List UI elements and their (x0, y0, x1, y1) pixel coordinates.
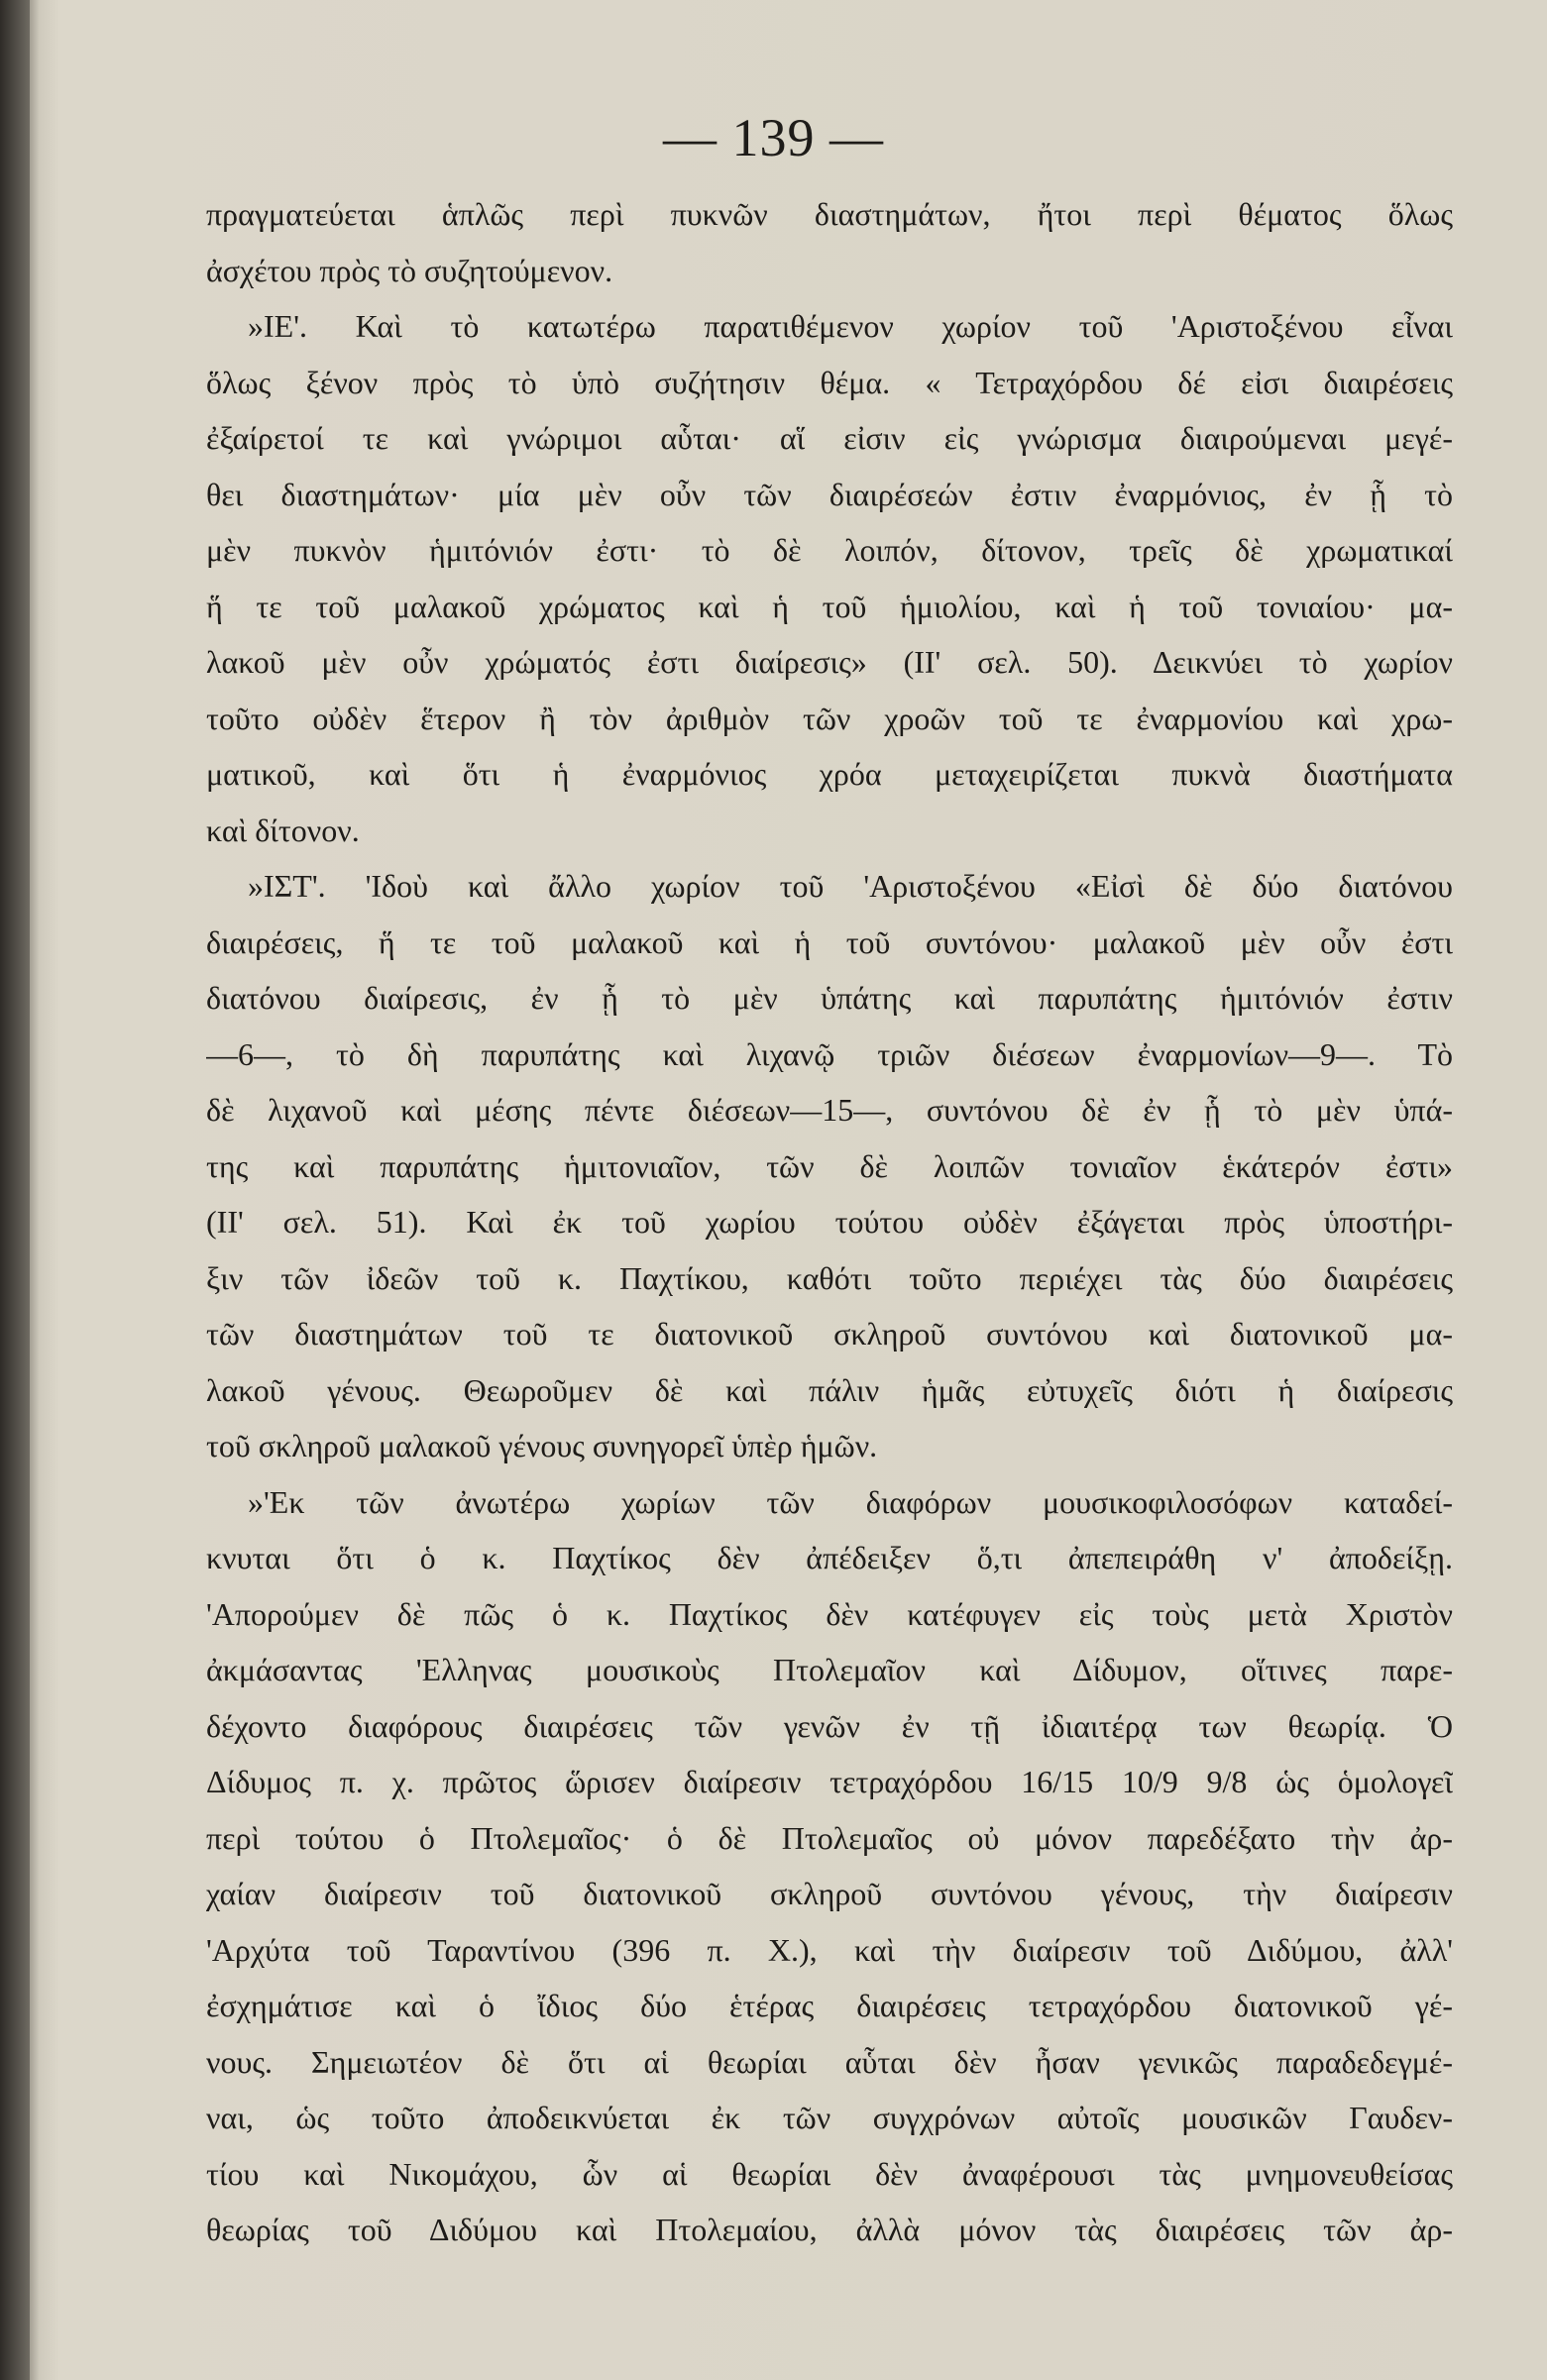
text-line: ἀσχέτου πρὸς τὸ συζητούμενον. (206, 252, 613, 288)
body-text (206, 186, 1453, 2258)
text-line: ἥ τε τοῦ μαλακοῦ χρώματος καὶ ἡ τοῦ ἡμιολίου, καὶ ἡ τοῦ τονιαίου· μα- (206, 588, 1453, 624)
text-line: δέχοντο διαφόρους διαιρέσεις τῶν γενῶν ἐν τῇ ἰδιαιτέρᾳ των θεωρίᾳ. Ὁ (206, 1707, 1453, 1744)
text-line: πραγματεύεται ἁπλῶς περὶ πυκνῶν διαστημάτων, ἤτοι περὶ θέματος ὅλως (206, 196, 1453, 232)
text-line: ἀκμάσαντας 'Ελληνας μουσικοὺς Πτολεμαῖον καὶ Δίδυμον, οἵτινες παρε- (206, 1652, 1453, 1687)
text-line: ναι, ὡς τοῦτο ἀποδεικνύεται ἐκ τῶν συγχρόνων αὐτοῖς μουσικῶν Γαυδεν- (206, 2100, 1453, 2135)
text-line: »'Εκ τῶν ἀνωτέρω χωρίων τῶν διαφόρων μουσικοφιλοσόφων καταδεί- (248, 1483, 1453, 1520)
text-line: τίου καὶ Νικομάχου, ὧν αἱ θεωρίαι δὲν ἀναφέρουσι τὰς μνημονευθείσας (206, 2155, 1453, 2192)
text-line: —6—, τὸ δὴ παρυπάτης καὶ λιχανῷ τριῶν διέσεων ἐναρμονίων—9—. Τὸ (206, 1035, 1453, 1072)
text-line: δὲ λιχανοῦ καὶ μέσης πέντε διέσεων—15—, συντόνου δὲ ἐν ᾗ τὸ μὲν ὑπά- (206, 1092, 1453, 1128)
text-line: κνυται ὅτι ὁ κ. Παχτίκος δὲν ἀπέδειξεν ὅ,τι ἀπεπειράθη ν' ἀποδείξῃ. (206, 1540, 1453, 1575)
book-spine-shadow (0, 0, 30, 2380)
text-line: περὶ τούτου ὁ Πτολεμαῖος· ὁ δὲ Πτολεμαῖος οὐ μόνον παρεδέξατο τὴν ἀρ- (206, 1819, 1453, 1856)
text-line: ὅλως ξένον πρὸς τὸ ὑπὸ συζήτησιν θέμα. « Τετραχόρδου δέ εἰσι διαιρέσεις (206, 364, 1453, 400)
text-line: ξιν τῶν ἰδεῶν τοῦ κ. Παχτίκου, καθότι τοῦτο περιέχει τὰς δύο διαιρέσεις (206, 1259, 1453, 1296)
text-line: ἐσχημάτισε καὶ ὁ ἴδιος δύο ἑτέρας διαιρέσεις τετραχόρδου διατονικοῦ γέ- (206, 1988, 1453, 2023)
text-line: 'Αρχύτα τοῦ Ταραντίνου (396 π. Χ.), καὶ τὴν διαίρεσιν τοῦ Διδύμου, ἀλλ' (206, 1931, 1453, 1968)
text-line: της καὶ παρυπάτης ἡμιτονιαῖον, τῶν δὲ λοιπῶν τονιαῖον ἑκάτερόν ἐστι» (206, 1147, 1453, 1184)
text-line: τῶν διαστημάτων τοῦ τε διατονικοῦ σκληροῦ συντόνου καὶ διατονικοῦ μα- (206, 1316, 1453, 1352)
text-line: λακοῦ γένους. Θεωροῦμεν δὲ καὶ πάλιν ἡμᾶς εὐτυχεῖς διότι ἡ διαίρεσις (206, 1371, 1453, 1408)
text-line: χαίαν διαίρεσιν τοῦ διατονικοῦ σκληροῦ συντόνου γένους, τὴν διαίρεσιν (206, 1876, 1453, 1911)
text-line: θει διαστημάτων· μία μὲν οὖν τῶν διαιρέσεών ἐστιν ἐναρμόνιος, ἐν ᾗ τὸ (206, 476, 1453, 512)
text-line: Δίδυμος π. χ. πρῶτος ὥρισεν διαίρεσιν τετραχόρδου 16/15 10/9 9/8 ὡς ὁμολογεῖ (206, 1764, 1453, 1799)
page-number: — 139 — (663, 108, 884, 167)
text-line: τοῦ σκληροῦ μαλακοῦ γένους συνηγορεῖ ὑπὲρ ἡμῶν. (206, 1428, 878, 1463)
text-line: ἐξαίρετοί τε καὶ γνώριμοι αὗται· αἵ εἰσιν εἰς γνώρισμα διαιρούμεναι μεγέ- (206, 420, 1453, 456)
text-line: θεωρίας τοῦ Διδύμου καὶ Πτολεμαίου, ἀλλὰ μόνον τὰς διαιρέσεις τῶν ἀρ- (206, 2212, 1453, 2247)
text-line: τοῦτο οὐδὲν ἕτερον ἢ τὸν ἀριθμὸν τῶν χροῶν τοῦ τε ἐναρμονίου καὶ χρω- (206, 700, 1453, 736)
text-line: ματικοῦ, καὶ ὅτι ἡ ἐναρμόνιος χρόα μεταχειρίζεται πυκνὰ διαστήματα (206, 756, 1453, 792)
text-line: διατόνου διαίρεσις, ἐν ᾗ τὸ μὲν ὑπάτης καὶ παρυπάτης ἡμιτόνιόν ἐστιν (206, 980, 1453, 1016)
text-line: »ΙΕ'. Καὶ τὸ κατωτέρω παρατιθέμενον χωρίον τοῦ 'Αριστοξένου εἶναι (248, 308, 1453, 344)
text-line: 'Απορούμεν δὲ πῶς ὁ κ. Παχτίκος δὲν κατέφυγεν εἰς τοὺς μετὰ Χριστὸν (206, 1595, 1453, 1632)
text-line: (ΙΙ' σελ. 51). Καὶ ἐκ τοῦ χωρίου τούτου οὐδὲν ἐξάγεται πρὸς ὑποστήρι- (206, 1204, 1453, 1240)
text-line: καὶ δίτονον. (206, 811, 360, 848)
text-line: λακοῦ μὲν οὖν χρώματός ἐστι διαίρεσις» (ΙΙ' σελ. 50). Δεικνύει τὸ χωρίον (206, 644, 1453, 680)
text-line: »ΙΣΤ'. 'Ιδοὺ καὶ ἄλλο χωρίον τοῦ 'Αριστοξένου «Εἰσὶ δὲ δύο διατόνου (248, 868, 1453, 904)
text-line: μὲν πυκνὸν ἡμιτόνιόν ἐστι· τὸ δὲ λοιπόν, δίτονον, τρεῖς δὲ χρωματικαί (206, 532, 1453, 568)
text-line: διαιρέσεις, ἥ τε τοῦ μαλακοῦ καὶ ἡ τοῦ συντόνου· μαλακοῦ μὲν οὖν ἐστι (206, 923, 1453, 960)
text-line: νους. Σημειωτέον δὲ ὅτι αἱ θεωρίαι αὗται δὲν ἦσαν γενικῶς παραδεδεγμέ- (206, 2043, 1453, 2080)
